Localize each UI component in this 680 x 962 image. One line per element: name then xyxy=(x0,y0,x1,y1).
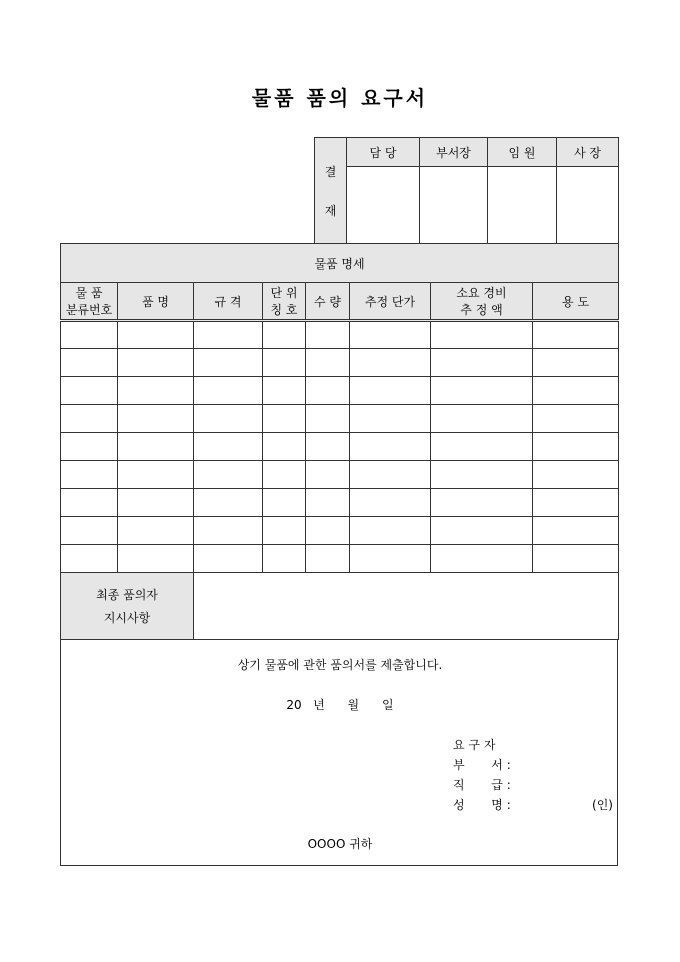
sign-cell[interactable] xyxy=(347,167,420,244)
table-row xyxy=(61,405,619,433)
table-cell[interactable] xyxy=(118,489,194,517)
table-cell[interactable] xyxy=(118,321,194,349)
table-cell[interactable] xyxy=(61,405,118,433)
instruction-field[interactable] xyxy=(194,573,619,640)
table-cell[interactable] xyxy=(533,545,619,573)
table-cell[interactable] xyxy=(533,489,619,517)
statement: 상기 물품에 관한 품의서를 제출합니다. xyxy=(237,658,443,672)
table-cell[interactable] xyxy=(61,489,118,517)
column-header xyxy=(194,283,263,321)
role-dept-head: 부서장 xyxy=(420,138,488,167)
column-header xyxy=(118,283,194,321)
table-row xyxy=(61,349,619,377)
column-header-label: 단 위 xyxy=(270,286,298,300)
table-cell[interactable] xyxy=(263,545,306,573)
column-header xyxy=(350,283,431,321)
table-cell[interactable] xyxy=(61,377,118,405)
table-cell[interactable] xyxy=(431,349,533,377)
table-cell[interactable] xyxy=(533,433,619,461)
table-cell[interactable] xyxy=(533,377,619,405)
table-cell[interactable] xyxy=(118,517,194,545)
name-label: 성 명 : xyxy=(453,798,511,812)
table-cell[interactable] xyxy=(61,321,118,349)
table-cell[interactable] xyxy=(350,349,431,377)
footer-section xyxy=(60,640,618,866)
table-cell[interactable] xyxy=(263,405,306,433)
table-cell[interactable] xyxy=(61,349,118,377)
table-cell[interactable] xyxy=(306,349,350,377)
sign-cell[interactable] xyxy=(557,167,619,244)
table-cell[interactable] xyxy=(263,349,306,377)
table-cell[interactable] xyxy=(431,433,533,461)
table-cell[interactable] xyxy=(350,545,431,573)
table-cell[interactable] xyxy=(306,489,350,517)
table-cell[interactable] xyxy=(194,517,263,545)
approval-label: 결 재 xyxy=(315,138,347,244)
column-header xyxy=(533,283,619,321)
table-cell[interactable] xyxy=(194,489,263,517)
column-header-label: 칭 호 xyxy=(270,303,298,317)
document-title: 물품 품의 요구서 xyxy=(251,86,429,110)
table-cell[interactable] xyxy=(306,517,350,545)
table-cell[interactable] xyxy=(350,433,431,461)
table-cell[interactable] xyxy=(61,461,118,489)
table-cell[interactable] xyxy=(350,461,431,489)
table-cell[interactable] xyxy=(533,405,619,433)
table-cell[interactable] xyxy=(431,545,533,573)
table-cell[interactable] xyxy=(194,349,263,377)
column-header-label: 물 품 xyxy=(75,286,103,300)
table-cell[interactable] xyxy=(263,489,306,517)
table-cell[interactable] xyxy=(118,433,194,461)
table-cell[interactable] xyxy=(533,517,619,545)
requester-label: 요 구 자 xyxy=(453,738,496,752)
table-cell[interactable] xyxy=(533,349,619,377)
table-row xyxy=(61,517,619,545)
role-executive: 임 원 xyxy=(488,138,557,167)
column-header xyxy=(61,283,118,321)
table-cell[interactable] xyxy=(118,545,194,573)
table-cell[interactable] xyxy=(61,433,118,461)
approval-box xyxy=(314,137,619,244)
table-row xyxy=(61,545,619,573)
rank-label: 직 급 : xyxy=(453,778,511,792)
table-cell[interactable] xyxy=(431,489,533,517)
table-cell[interactable] xyxy=(431,517,533,545)
sign-cell[interactable] xyxy=(420,167,488,244)
recipient: OOOO 귀하 xyxy=(307,837,373,851)
table-cell[interactable] xyxy=(118,377,194,405)
table-cell[interactable] xyxy=(263,517,306,545)
table-cell[interactable] xyxy=(350,489,431,517)
sign-cell[interactable] xyxy=(488,167,557,244)
column-header xyxy=(306,283,350,321)
table-cell[interactable] xyxy=(118,349,194,377)
table-cell[interactable] xyxy=(194,321,263,349)
table-row xyxy=(61,489,619,517)
table-cell[interactable] xyxy=(263,377,306,405)
table-cell[interactable] xyxy=(350,517,431,545)
table-cell[interactable] xyxy=(350,321,431,349)
table-cell[interactable] xyxy=(431,321,533,349)
column-header-label: 추 정 액 xyxy=(460,303,503,317)
table-cell[interactable] xyxy=(194,377,263,405)
table-cell[interactable] xyxy=(306,545,350,573)
table-cell[interactable] xyxy=(431,461,533,489)
table-cell[interactable] xyxy=(306,433,350,461)
table-row xyxy=(61,377,619,405)
table-cell[interactable] xyxy=(118,461,194,489)
table-cell[interactable] xyxy=(194,545,263,573)
spec-section-title: 물품 명세 xyxy=(61,244,619,283)
table-cell[interactable] xyxy=(263,321,306,349)
table-row xyxy=(61,433,619,461)
column-header-label: 수 량 xyxy=(314,294,341,309)
column-header-label: 추정 단가 xyxy=(364,294,416,309)
table-cell[interactable] xyxy=(61,517,118,545)
column-header xyxy=(263,283,306,321)
table-cell[interactable] xyxy=(118,405,194,433)
column-header-label: 용 도 xyxy=(562,294,590,309)
table-row xyxy=(61,461,619,489)
table-cell[interactable] xyxy=(306,461,350,489)
column-header xyxy=(431,283,533,321)
table-cell[interactable] xyxy=(263,433,306,461)
column-header-label: 품 명 xyxy=(142,294,169,309)
date-line: 20 년 월 일 xyxy=(286,698,394,712)
column-header-label: 규 격 xyxy=(214,294,242,309)
table-cell[interactable] xyxy=(350,377,431,405)
table-cell[interactable] xyxy=(533,461,619,489)
table-cell[interactable] xyxy=(306,405,350,433)
seal-mark: (인) xyxy=(592,798,613,812)
table-cell[interactable] xyxy=(350,405,431,433)
column-header-label: 분류번호 xyxy=(65,303,113,317)
table-cell[interactable] xyxy=(431,405,533,433)
table-row xyxy=(61,321,619,349)
table-cell[interactable] xyxy=(533,321,619,349)
table-cell[interactable] xyxy=(263,461,306,489)
table-cell[interactable] xyxy=(194,433,263,461)
dept-label: 부 서 : xyxy=(453,758,511,772)
spec-table xyxy=(60,243,619,640)
table-cell[interactable] xyxy=(306,321,350,349)
table-cell[interactable] xyxy=(61,545,118,573)
table-cell[interactable] xyxy=(194,461,263,489)
role-staff: 담 당 xyxy=(347,138,420,167)
column-header-label: 소요 경비 xyxy=(456,286,507,300)
role-president: 사 장 xyxy=(557,138,619,167)
instruction-label: 최종 품의자 지시사항 xyxy=(61,573,194,640)
table-cell[interactable] xyxy=(431,377,533,405)
table-cell[interactable] xyxy=(194,405,263,433)
table-cell[interactable] xyxy=(306,377,350,405)
